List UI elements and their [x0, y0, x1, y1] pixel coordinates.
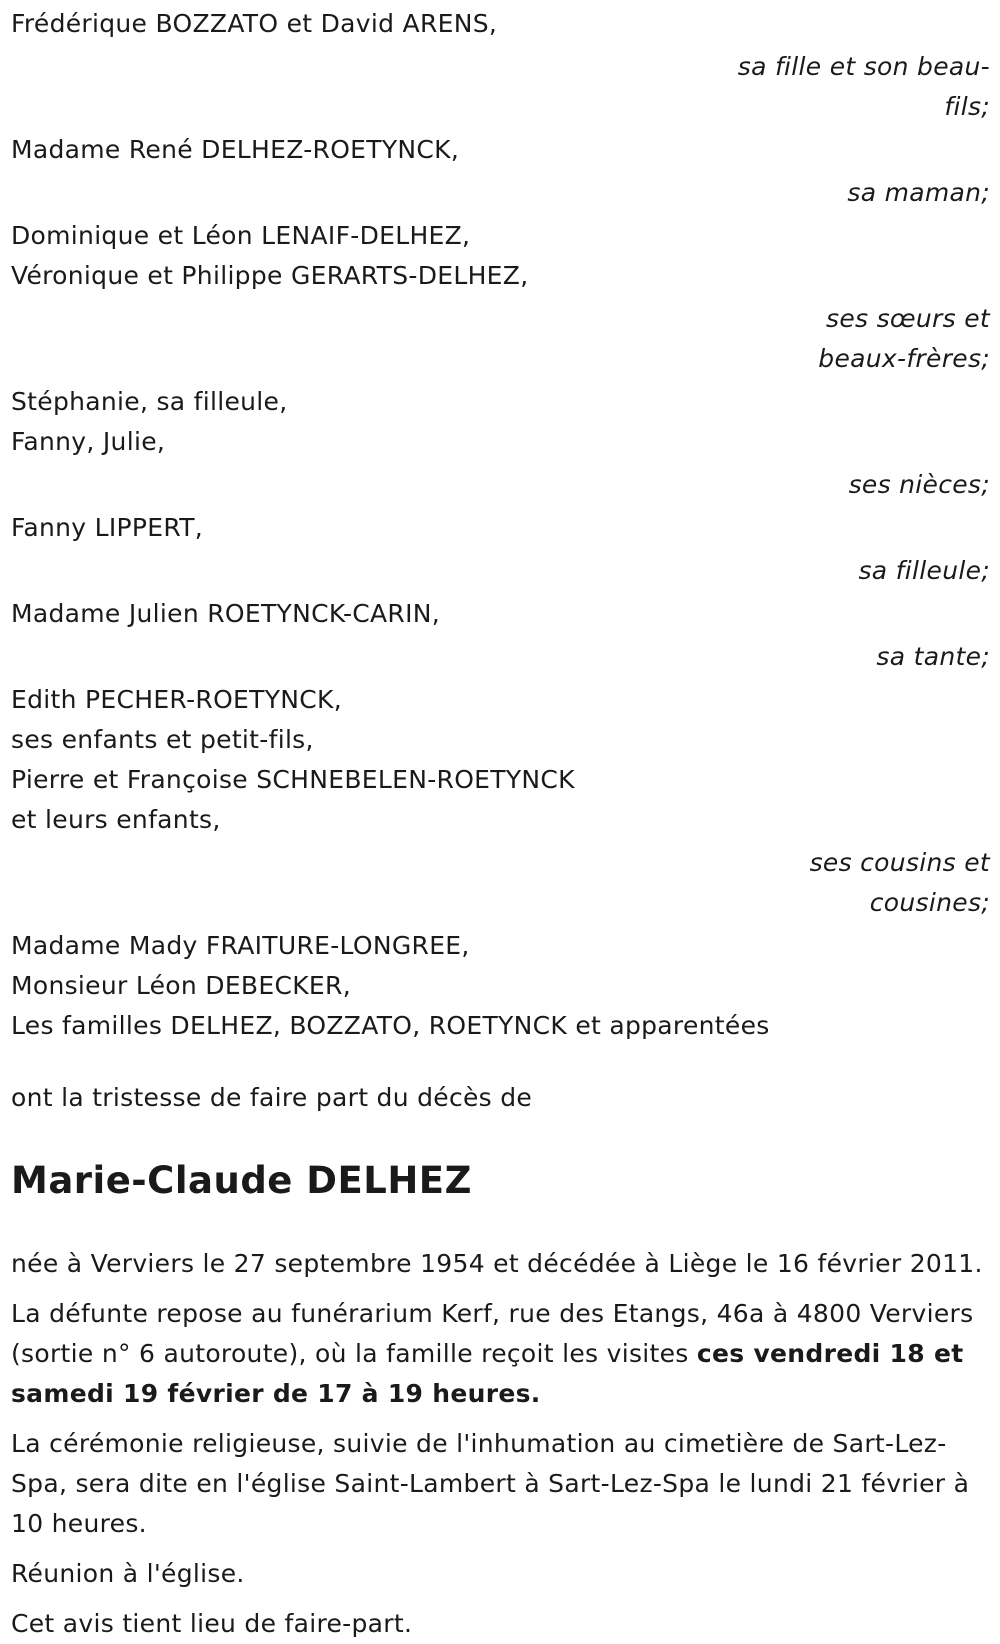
family-name-line: Edith PECHER-ROETYNCK, [11, 685, 342, 714]
deceased-name: Marie-Claude DELHEZ [11, 1159, 472, 1202]
family-group-mother [11, 130, 990, 213]
family-name-line: Monsieur Léon DEBECKER, [11, 971, 351, 1000]
visiting-hours: ces vendredi 18 et samedi 19 février de 17 à 19 heures. [11, 1339, 964, 1408]
family-name-line: Madame Julien ROETYNCK-CARIN, [11, 599, 441, 628]
family-name-line: Les familles DELHEZ, BOZZATO, ROETYNCK et apparentées [11, 1011, 770, 1040]
family-name-line: Frédérique BOZZATO et David ARENS, [11, 9, 498, 38]
relation-label: sa tante; [876, 642, 990, 671]
family-group-aunt [11, 594, 990, 677]
relation-label: ses sœurs et beaux-frères; [818, 304, 990, 373]
family-group-nieces [11, 382, 990, 505]
relation-label: ses nièces; [848, 470, 990, 499]
family-name-line: Stéphanie, sa filleule, [11, 387, 288, 416]
family-name-line: Fanny, Julie, [11, 427, 166, 456]
family-name-line: Véronique et Philippe GERARTS-DELHEZ, [11, 261, 529, 290]
family-group-goddaughter [11, 508, 990, 591]
relation-label: ses cousins et cousines; [809, 848, 990, 917]
family-name-line: ses enfants et petit-fils, [11, 725, 314, 754]
funerarium-text [11, 1294, 990, 1414]
family-name-line: Fanny LIPPERT, [11, 513, 204, 542]
details-section [11, 1244, 990, 1644]
closing-text: Cet avis tient lieu de faire-part. [11, 1609, 413, 1638]
ceremony-text: La cérémonie religieuse, suivie de l'inhumation au cimetière de Sart-Lez-Spa, sera dite en l'église Saint-Lambert à Sart-Lez-Spa le lundi 21 février à 10 heures. [11, 1429, 970, 1538]
family-name-line: Pierre et Françoise SCHNEBELEN-ROETYNCK [11, 765, 575, 794]
relation-label: sa fille et son beau-fils; [737, 52, 990, 121]
family-name-line: Madame René DELHEZ-ROETYNCK, [11, 135, 460, 164]
family-group-sisters [11, 216, 990, 379]
relation-label: sa maman; [847, 178, 990, 207]
announcement-intro: ont la tristesse de faire part du décès de [11, 1083, 533, 1112]
family-name-line: Madame Mady FRAITURE-LONGREE, [11, 931, 470, 960]
family-group-cousins [11, 680, 990, 923]
family-group-daughter [11, 4, 990, 127]
meeting-text: Réunion à l'église. [11, 1559, 245, 1588]
family-name-line: Dominique et Léon LENAIF-DELHEZ, [11, 221, 471, 250]
birth-death-text: née à Verviers le 27 septembre 1954 et décédée à Liège le 16 février 2011. [11, 1249, 983, 1278]
family-name-line: et leurs enfants, [11, 805, 221, 834]
family-group-others [11, 926, 990, 1046]
funerarium-info: La défunte repose au funérarium Kerf, rue des Etangs, 46a à 4800 Verviers (sortie n° 6 autoroute), où la famille reçoit les visites [11, 1299, 974, 1368]
relation-label: sa filleule; [858, 556, 990, 585]
